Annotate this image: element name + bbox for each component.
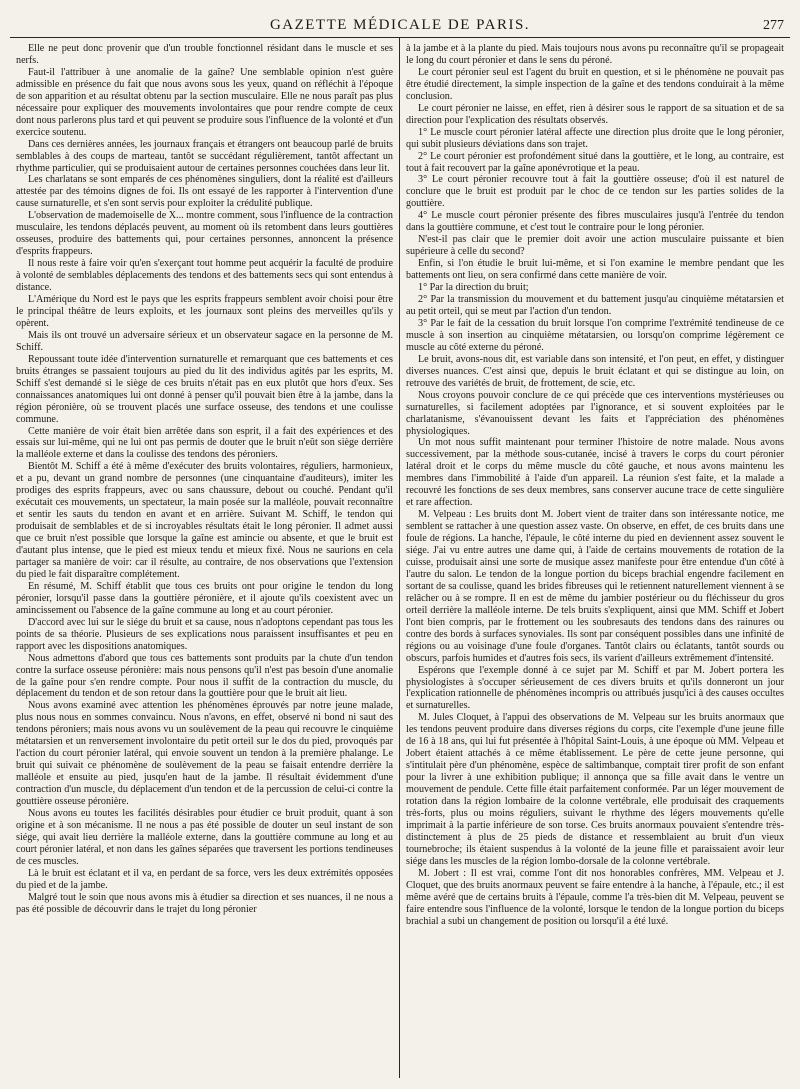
paragraph: Nous croyons pouvoir conclure de ce qui précède que ces interventions mystérieuses ou surnaturelles, si facilement adoptées par l'ignorance, et si souvent exploitées par le charlatanisme, s'évanouissent devant les faits et l'appréciation des phénomènes physiologiques. [406, 389, 784, 437]
paragraph: Le court péronier ne laisse, en effet, rien à désirer sous le rapport de sa situation et de sa direction pour l'explication des résultats observés. [406, 102, 784, 126]
text-columns [10, 38, 790, 1078]
paragraph: Il nous reste à faire voir qu'en s'exerçant tout homme peut acquérir la faculté de produire à volonté de semblables déplacements des tendons et des battements secs qui sont entendus à distance. [16, 258, 393, 294]
paragraph: Bientôt M. Schiff a été à même d'exécuter des bruits volontaires, réguliers, harmonieux, et a pu, devant un grand nombre de personnes (une cinquantaine d'auditeurs), imiter les prodiges des esprits frappeurs, avec ou sans chaussure, debout ou couché. Pendant qu'il exécutait ces mouvements, un spectateur, la main posée sur la malléole, pouvait reconnaître et sentir les sauts du tendon en avant et en arrière. Suivant M. Schiff, le tendon qui produisait de semblables et de si incroyables résultats était le long péronier. Il admet aussi que ce bruit n'est possible que lorsque la gaîne est amincie ou absente, et que le bruit est d'autant plus intense, que le pied est mieux tendu et mieux fixé. Nous ne saurions en cela partager sa manière de voir: car il résulte, au contraire, de nos observations que l'extension du pied le fait disparaître complétement. [16, 461, 393, 580]
paragraph: 3° Le court péronier recouvre tout à fait la gouttière osseuse; d'où il est naturel de conclure que le bruit est produit par le choc de ce tendon sur les parties solides de la gouttière. [406, 174, 784, 210]
paragraph: 1° Le muscle court péronier latéral affecte une direction plus droite que le long péronier, qui subit plusieurs déviations dans son trajet. [406, 126, 784, 150]
paragraph: Dans ces dernières années, les journaux français et étrangers ont beaucoup parlé de bruits semblables à des coups de marteau, tantôt se succédant régulièrement, tantôt affectant un rhythme particulier, qui se produisaient autour de certaines personnes couchées dans leur lit. [16, 138, 393, 174]
paragraph: Nous avons examiné avec attention les phénomènes éprouvés par notre jeune malade, plus nous nous en sommes convaincu. Nous n'avons, en effet, observé ni bond ni saut des tendons péroniers; mais nous avons vu un soulèvement de la peau qui recouvre le cinquième métatarsien et un renversement involontaire du petit orteil sur le dos du pied, provoqués par l'action du court péronier latéral, qui envoie souvent un tendon à la première phalange. Le bruit qui suivait ce phénomène de soulèvement de la peau se faisait entendre derrière la malléole et ensuite au pied, jusqu'en haut de la jambe. Il résultait évidemment d'une contraction d'un muscle, du déplacement d'un tendon et de la percussion de celui-ci contre la gouttière osseuse péronière. [16, 700, 393, 808]
paragraph: Repoussant toute idée d'intervention surnaturelle et remarquant que ces battements et ces bruits étranges se passaient toujours au pied du lit des individus agités par les esprits, M. Schiff s'est demandé si le siège de ces bruits n'était pas en eux plutôt que hors d'eux. Ses connaissances anatomiques lui ont donné à penser qu'il pouvait bien être à la jambe, dans la région péronière, où se trouvent placés une surface osseuse, des tendons et une coulisse commune. [16, 353, 393, 425]
paragraph: Espérons que l'exemple donné à ce sujet par M. Schiff et par M. Jobert portera les physiologistes à s'occuper sérieusement de ces divers bruits et qu'ils donneront un jour l'explication rationnelle de phénomènes incompris ou attribués jusqu'ici à des causes occultes et surnaturelles. [406, 664, 784, 712]
paragraph: Nous admettons d'abord que tous ces battements sont produits par la chute d'un tendon contre la surface osseuse péronière: mais nous pensons qu'il n'est pas besoin d'une anomalie de la gaîne pour s'en rendre compte. Pour nous il suffit de la contraction du muscle, du déplacement du tendon et de son retour dans la gouttière pour que le bruit ait lieu. [16, 652, 393, 700]
right-column [400, 38, 790, 1078]
paragraph: M. Velpeau : Les bruits dont M. Jobert vient de traiter dans son intéressante notice, me semblent se rattacher à une question assez vaste. On observe, en effet, de ces bruits dans une foule de régions. La hanche, l'épaule, le côté interne du pied en deviennent assez souvent le siége. J'ai vu entre autres une dame qui, à l'aide de certains mouvements de rotation de la cuisse, produisait ainsi une sorte de musique assez manifeste pour être entendue d'un côté à l'autre du salon. Le tendon de la longue portion du biceps brachial engendre facilement en sortant de sa coulisse, quand les brides fibreuses qui le retiennent naturellement viennent à se relâcher ou à se rompre. Il en est de même du jambier postérieur ou du fléchisseur du gros orteil derrière la malléole interne. De tels bruits s'expliquent, ainsi que MM. Schiff et Jobert l'ont bien compris, par le frottement ou les soubresauts des tendons dans des rainures ou contre des bords à surfaces synoviales. Ils sont par conséquent possibles dans une infinité de régions ou au voisinage d'une foule d'organes. Tantôt clairs ou éclatants, tantôt sourds ou obscurs, parfois humides et d'autres fois secs, ils varient d'ailleurs extrêmement d'intensité. [406, 509, 784, 664]
paragraph: à la jambe et à la plante du pied. Mais toujours nous avons pu reconnaître qu'il se propageait le long du court péronier et dans le sens du péroné. [406, 43, 784, 66]
paragraph: Mais ils ont trouvé un adversaire sérieux et un observateur sagace en la personne de M. Schiff. [16, 329, 393, 353]
paragraph: L'Amérique du Nord est le pays que les esprits frappeurs semblent avoir choisi pour être le principal théâtre de leurs exploits, et les journaux sont pleins des merveilles qu'ils y opèrent. [16, 294, 393, 329]
paragraph: 4° Le muscle court péronier présente des fibres musculaires jusqu'à l'entrée du tendon dans la gouttière commune, et c'est tout le contraire pour le long péronier. [406, 210, 784, 234]
left-column [10, 38, 400, 1078]
paragraph: Faut-il l'attribuer à une anomalie de la gaîne? Une semblable opinion n'est guère admissible en présence du fait que nous avons sous les yeux, quand on réfléchit à l'époque de son apparition et au résultat obtenu par la section musculaire. Elle ne nous paraît pas plus nécessaire pour expliquer des mouvements involontaires que pour rendre compte de ceux dont nous parlerons plus tard et qui peuvent se produire sous l'influence de la volonté et d'un exercice soutenu. [16, 66, 393, 138]
paragraph: L'observation de mademoiselle de X... montre comment, sous l'influence de la contraction musculaire, les tendons déplacés peuvent, au moment où ils retombent dans leurs gouttières osseuses, produire des battements qui, pour certaines personnes, annoncent la présence d'esprits frappeurs. [16, 210, 393, 258]
paragraph: Enfin, si l'on étudie le bruit lui-même, et si l'on examine le membre pendant que les battements ont lieu, on sera confirmé dans cette manière de voir. [406, 258, 784, 282]
paragraph: 2° Par la transmission du mouvement et du battement jusqu'au cinquième métatarsien et au petit orteil, qui se meut par l'action d'un tendon. [406, 294, 784, 317]
paragraph: 1° Par la direction du bruit; [418, 282, 529, 294]
paragraph: M. Jobert : Il est vrai, comme l'ont dit nos honorables confrères, MM. Velpeau et J. Cloquet, que des bruits anormaux peuvent se faire entendre à la hanche, à l'épaule, etc.; il est même avéré que de certains bruits à l'épaule, comme l'a très-bien dit M. Velpeau, peuvent se faire entendre sous l'influence de la volonté, lorsque le tendon de la longue portion du biceps brachial a subi un changement de position ou lorsqu'il a été luxé. [406, 867, 784, 927]
paragraph: Malgré tout le soin que nous avons mis à étudier sa direction et ses nuances, il ne nous a pas été possible de découvrir dans le trajet du long péronier [16, 891, 393, 915]
paragraph: Le court péronier seul est l'agent du bruit en question, et si le phénomène ne pouvait pas être étudié directement, la simple inspection de la gaîne et des tendons conduirait à la même conclusion. [406, 66, 784, 102]
paragraph: Les charlatans se sont emparés de ces phénomènes singuliers, dont la réalité est d'ailleurs attestée par des témoins dignes de foi. Ils ont essayé de les rapporter à l'intervention d'une cause surnaturelle, et s'en sont servis pour exploiter la crédulité publique. [16, 174, 393, 210]
journal-title: GAZETTE MÉDICALE DE PARIS. [269, 17, 531, 33]
paragraph: Là le bruit est éclatant et il va, en perdant de sa force, vers les deux extrémités opposées du pied et de la jambe. [16, 867, 393, 891]
paragraph: En résumé, M. Schiff établit que tous ces bruits ont pour origine le tendon du long péronier, lorsqu'il passe dans la gouttière péronière, et il ajoute qu'ils coexistent avec un amincissement ou l'absence de la gaîne commune au long et au court péronier. [16, 580, 393, 616]
paragraph: 3° Par le fait de la cessation du bruit lorsque l'on comprime l'extrémité tendineuse de ce muscle à son insertion au cinquième métatarsien, ou lorsqu'on comprime légèrement ce muscle au côté externe du péroné. [406, 317, 784, 353]
paragraph: D'accord avec lui sur le siége du bruit et sa cause, nous n'adoptons cependant pas tous les points de sa théorie. Plusieurs de ses explications nous paraissent insuffisantes et peu en rapport avec les dispositions anatomiques. [16, 616, 393, 652]
paragraph: Elle ne peut donc provenir que d'un trouble fonctionnel résidant dans le muscle et ses nerfs. [16, 43, 393, 66]
paragraph: Un mot nous suffit maintenant pour terminer l'histoire de notre malade. Nous avons successivement, par la méthode sous-cutanée, incisé à travers le corps du court péronier latéral droit et le corps du même muscle du côté gauche, et nous avons maintenu les membres dans l'immobilité à l'aide d'un appareil. La réunion s'est faite, et la malade a recouvré les fonctions de ses deux membres, sans conserver aucune trace de cette singulière et rare affection. [406, 437, 784, 509]
paragraph: Cette manière de voir était bien arrêtée dans son esprit, il a fait des expériences et des essais sur lui-même, qui ne lui ont pas permis de douter que le bruit n'eût son siège derrière la malléole externe et dans la coulisse des tendons des péroniers. [16, 425, 393, 461]
page-number: 277 [762, 18, 784, 33]
paragraph: N'est-il pas clair que le premier doit avoir une action musculaire puissante et bien supérieure à celle du second? [406, 234, 784, 258]
paragraph: 2° Le court péronier est profondément situé dans la gouttière, et le long, au contraire, est tout à fait recouvert par la gaîne aponévrotique et la peau. [406, 150, 784, 174]
paragraph: M. Jules Cloquet, à l'appui des observations de M. Velpeau sur les bruits anormaux que les tendons peuvent produire dans diverses régions du corps, cite l'exemple d'une jeune fille de 16 à 18 ans, qui lui fut présentée à l'hôpital Saint-Louis, à une époque où MM. Velpeau et Jobert étaient attachés à ce même établissement. Le père de cette jeune personne, qui s'intitulait père d'un phénomène, espèce de saltimbanque, comptait tirer profit de son enfant pour la livrer à une exhibition publique; il annonça que sa fille avait dans le ventre un mouvement de pendule. Cette fille était parfaitement conformée. Par un léger mouvement de rotation dans la région lombaire de la colonne vertébrale, elle produisait des craquements très-forts, plus ou moins réguliers, suivant le rhythme des légers mouvements qu'elle imprimait à la partie inférieure de son torse. Ces bruits anormaux pouvaient s'entendre très-distinctement à plus de 25 pieds de distance et ressemblaient au bruit d'un vieux tournebroche; ils étaient suspendus à la volonté de la jeune fille et paraissaient avoir leur siége dans les muscles de la région lombo-dorsale de la colonne vertébrale. [406, 712, 784, 867]
page-header [10, 8, 790, 38]
paragraph: Le bruit, avons-nous dit, est variable dans son intensité, et l'on peut, en effet, y distinguer diverses nuances. C'est ainsi que, depuis le bruit éclatant et qui se distingue au loin, on retrouve des variétés de bruit, de frottement, de scie, etc. [406, 353, 784, 389]
paragraph: Nous avons eu toutes les facilités désirables pour étudier ce bruit produit, quant à son origine et à son mécanisme. Il ne nous a pas été possible de douter un seul instant de son siége, qui avait lieu derrière la malléole externe, dans la gouttière commune au long et au court péronier latéral, et non dans les gaînes séparées que traversent les portions tendineuses de ces muscles. [16, 808, 393, 867]
